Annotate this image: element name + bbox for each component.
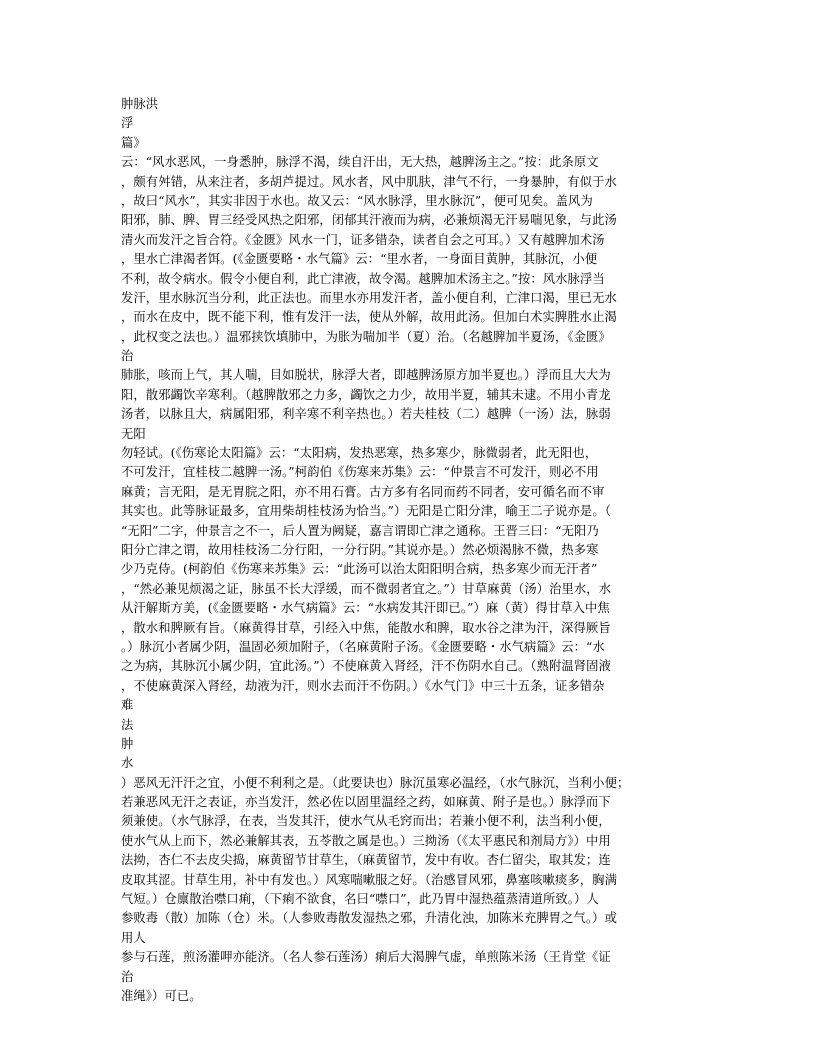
- text-line: 肿: [121, 736, 134, 751]
- text-line: 法拗，杏仁不去皮尖捣，麻黄留节甘草生，（麻黄留节，发中有收。杏仁留尖，取其发；连: [121, 853, 611, 868]
- text-line: ，此权变之法也。）温邪挟饮填肺中，为胀为喘加半（夏）治。（名越脾加半夏汤，《金匮》: [121, 329, 611, 344]
- text-line: ，而水在皮中，既不能下利，惟有发汗一法，使从外解，故用此汤。但加白术实脾胜水止渴: [121, 310, 617, 325]
- text-line: 不利，故令病水。假令小便自利，此亡津液，故令渴。越脾加术汤主之。”按：风水脉浮当: [121, 271, 605, 286]
- text-line: 参与石莲，煎汤灌呷亦能济。（名人参石莲汤）痢后大渴脾气虚，单煎陈米汤（王肯堂《证: [121, 950, 611, 965]
- text-line: ，故曰“风水”，其实非因于水也。故又云：“风水脉浮，里水脉沉”，便可见矣。盖风为: [121, 193, 593, 208]
- text-line: 法: [121, 717, 134, 732]
- text-line: 云：“风水恶风，一身悉肿，脉浮不渴，续自汗出，无大热，越脾汤主之。”按：此条原文: [121, 155, 599, 170]
- body-text: [121, 95, 697, 1006]
- text-line: 阳，散邪蠲饮辛寒利。（越脾散邪之力多，蠲饮之力少，故用半夏，辅其未逮。不用小青龙: [121, 387, 611, 402]
- text-line: 清火而发汗之旨合符。《金匮》风水一门，证多错杂，读者自会之可耳。）又有越脾加术汤: [121, 232, 605, 247]
- text-line: 少乃克侍。(柯韵伯《伤寒来苏集》云：“此汤可以治太阳阳明合病，热多寒少而无汗者”: [121, 562, 598, 577]
- text-line: 汤者，以脉且大，病属阳邪，利辛寒不利辛热也。）若夫桂枝（二）越脾（一汤）法，脉弱: [121, 407, 611, 422]
- text-line: 水: [121, 756, 134, 771]
- text-line: 用人: [121, 930, 146, 945]
- text-line: ，不使麻黄深入肾经，劫液为汗，则水去而汗不伤阴。）《水气门》中三十五条，证多错杂: [121, 678, 605, 693]
- text-line: 若兼恶风无汗之表证，亦当发汗，然必佐以固里温经之药，如麻黄、附子是也。）脉浮而下: [121, 795, 611, 810]
- text-line: ，散水和脾厥有旨。（麻黄得甘草，引经入中焦，能散水和脾，取水谷之津为汗，深得厥旨: [121, 620, 611, 635]
- text-line: ，里水亡津渴者饵。(《金匮要略・水气篇》云：“里水者，一身面目黄肿，其脉沉，小便: [121, 252, 598, 267]
- text-line: 准绳》）可已。: [121, 988, 202, 1003]
- text-line: 须兼使。（水气脉浮，在表，当发其汗，使水气从毛窍而出；若兼小便不利，法当利小便，: [121, 814, 611, 829]
- text-line: 从汗解斯方美，(《金匮要略・水气病篇》云：“水病发其汗即已。”）麻（黄）得甘草入中焦: [121, 601, 610, 616]
- text-line: 阳分亡津之谓，故用桂枝汤二分行阳，一分行阴。”其说亦是。）然必烦渴脉不微，热多寒: [121, 542, 599, 557]
- text-line: 难: [121, 698, 134, 713]
- text-line: 肿脉洪: [121, 97, 159, 111]
- text-line: 麻黄；言无阳，是无胃脘之阳，亦不用石膏。古方多有名同而药不同者，安可循名而不审: [121, 484, 605, 499]
- text-line: ，“然必兼见烦渴之证，脉虽不长大浮缓，而不微弱者宜之。”）甘草麻黄（汤）治里水，水: [121, 581, 612, 596]
- text-line: ）恶风无汗汗之宜，小便不利利之是。（此要诀也）脉沉虽寒必温经，（水气脉沉，当利小便；: [121, 775, 630, 790]
- text-line: 篇》: [121, 135, 146, 150]
- text-line: 肺胀，咳而上气，其人喘，目如脱状，脉浮大者，即越脾汤原方加半夏也。）浮而且大大为: [121, 368, 611, 383]
- text-line: 气短。）仓廪散治噤口痢，（下痢不欲食，名曰“噤口”，此乃胃中湿热蕴蒸清道所致。）人: [121, 892, 599, 907]
- text-line: 治: [121, 349, 134, 364]
- text-line: 发汗，里水脉沉当分利，此正法也。而里水亦用发汗者，盖小便自利，亡津口渴，里已无水: [121, 290, 617, 305]
- text-line: 不可发汗，宜桂枝二越脾一汤。”柯韵伯《伤寒来苏集》云：“仲景言不可发汗，则必不用: [121, 465, 599, 480]
- text-line: 勿轻试。(《伤寒论太阳篇》云：“太阳病，发热恶寒，热多寒少，脉微弱者，此无阳也，: [121, 446, 598, 461]
- text-line: 使水气从上而下，然必兼解其表，五苓散之属是也。）三拗汤（《太平惠民和剂局方》）中用: [121, 833, 611, 848]
- text-line: ，颇有舛错，从来注者，多胡芦提过。风水者，风中肌肤，津气不行，一身暴肿，有似于水: [121, 174, 617, 189]
- text-line: 皮取其涩。甘草生用，补中有发也。）风寒喘嗽服之好。（治感冒风邪，鼻塞咳嗽痰多，胸满: [121, 872, 617, 887]
- text-line: “无阳”二字，仲景言之不一，后人置为阙疑，嘉言谓即亡津之通称。王晋三曰：“无阳乃: [121, 523, 599, 538]
- text-line: 浮: [121, 116, 134, 131]
- text-line: 参败毒（散）加陈（仓）米。（人参败毒散发湿热之邪，升清化浊，加陈米充脾胃之气。）或: [121, 911, 617, 926]
- text-line: 阳邪，肺、脾、胃三经受风热之阳邪，闭郁其汗液而为病，必兼烦渴无汗易喘见象，与此汤: [121, 213, 617, 228]
- text-line: 之为病，其脉沉小属少阴，宜此汤。”）不使麻黄入肾经，汗不伤阴水自己。（熟附温肾固液: [121, 659, 611, 674]
- text-line: 。）脉沉小者属少阴，温固必须加附子，（名麻黄附子汤。《金匮要略・水气病篇》云：“水: [121, 639, 605, 654]
- text-line: 无阳: [121, 426, 146, 441]
- text-line: 治: [121, 969, 134, 984]
- text-line: 其实也。此等脉证最多，宜用柴胡桂枝汤为恰当。”）无阳是亡阳分津，喻王二子说亦是。（: [121, 504, 611, 519]
